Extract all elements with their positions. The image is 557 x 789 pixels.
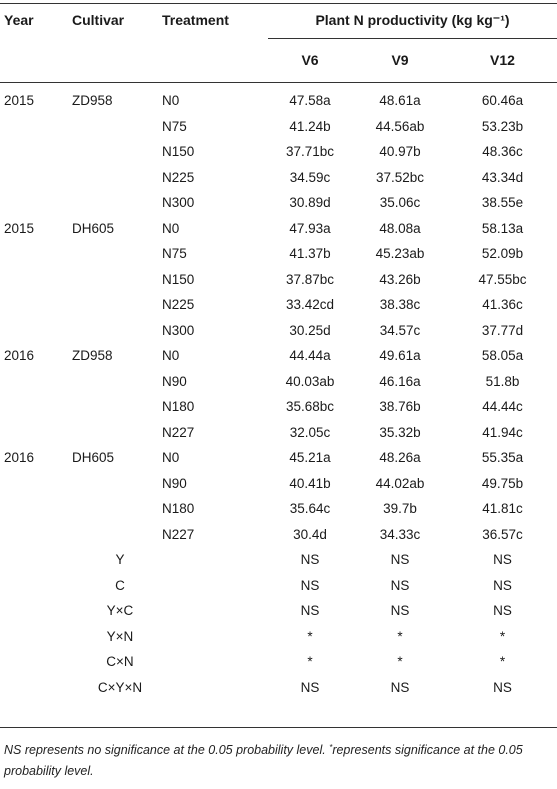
cell-v6: 44.44a [289, 348, 331, 363]
cell-v12: 51.8b [485, 373, 520, 389]
cell-effect: Y [115, 552, 125, 567]
header-v12: V12 [490, 52, 515, 68]
cell-v9: 38.38c [379, 297, 421, 312]
cell-v12: 43.34d [481, 169, 524, 185]
cell-v12: NS [493, 577, 512, 593]
cell-v12: 60.46a [481, 93, 524, 108]
cell-v6: 33.42cd [285, 297, 335, 312]
cell-v9: 34.57c [379, 322, 421, 338]
header-bottom-rule [0, 82, 557, 83]
cell-v9: * [397, 628, 403, 644]
cell-v12: NS [493, 552, 512, 567]
header-v6: V6 [301, 52, 319, 68]
cell-v6: * [307, 654, 313, 669]
cell-treatment: N225 [162, 297, 195, 312]
cell-v9: 37.52bc [375, 169, 425, 185]
cell-v9: 35.32b [379, 424, 421, 440]
table-footnote [4, 737, 554, 782]
cell-effect: C×N [106, 654, 134, 669]
cell-v6: 30.89d [289, 195, 331, 210]
header-year: Year [4, 12, 34, 28]
table-top-rule [0, 3, 557, 4]
cell-cultivar: DH605 [72, 220, 115, 236]
cell-v12: 49.75b [481, 475, 524, 491]
cell-v12: 47.55bc [478, 271, 527, 287]
cell-treatment: N90 [162, 373, 187, 389]
cell-v9: NS [390, 679, 410, 695]
cell-v9: 40.97b [379, 144, 421, 159]
cell-v12: 58.13a [481, 220, 524, 236]
cell-v12: 36.57c [482, 526, 523, 542]
cell-v6: 47.93a [289, 220, 331, 236]
cell-v12: 53.23b [481, 118, 524, 134]
cell-year: 2015 [4, 93, 35, 108]
cell-effect: Y×C [106, 603, 134, 618]
cell-v6: 35.64c [289, 501, 331, 516]
cell-treatment: N180 [162, 501, 195, 516]
cell-year: 2016 [4, 348, 35, 363]
cell-treatment: N227 [162, 424, 195, 440]
cell-v9: 48.61a [379, 93, 421, 108]
cell-v6: NS [300, 603, 320, 618]
cell-treatment: N0 [162, 93, 180, 108]
cell-v6: 41.24b [289, 118, 331, 134]
cell-cultivar: ZD958 [72, 348, 113, 363]
header-sub-rule [268, 38, 557, 39]
cell-treatment: N0 [162, 450, 180, 465]
cell-v6: 34.59c [289, 169, 331, 185]
cell-v12: 44.44c [482, 399, 523, 414]
cell-v12: 58.05a [481, 348, 524, 363]
footnote-text-2: represents significance at the 0.05 probability level. [4, 743, 523, 778]
cell-cultivar: DH605 [72, 450, 115, 465]
cell-treatment: N0 [162, 220, 180, 236]
table-bottom-rule [0, 727, 557, 728]
footnote-text-1: NS represents no significance at the 0.05 probability level. [4, 743, 330, 757]
footnote-marker: * [329, 743, 333, 752]
cell-v12: 41.94c [482, 424, 523, 440]
cell-v9: 43.26b [379, 271, 421, 287]
cell-v6: NS [300, 577, 320, 593]
cell-v6: 45.21a [289, 450, 331, 465]
cell-treatment: N0 [162, 348, 180, 363]
cell-v6: 41.37b [289, 246, 331, 261]
cell-treatment: N75 [162, 118, 187, 134]
cell-v9: NS [390, 552, 410, 567]
cell-treatment: N150 [162, 271, 195, 287]
cell-v9: 49.61a [379, 348, 421, 363]
cell-v9: 46.16a [379, 373, 421, 389]
cell-cultivar: ZD958 [72, 93, 113, 108]
cell-v6: 30.4d [293, 526, 327, 542]
cell-v6: 35.68bc [285, 399, 335, 414]
cell-v12: 41.36c [482, 297, 523, 312]
cell-v12: 38.55e [481, 195, 524, 210]
cell-v6: * [307, 628, 313, 644]
cell-year: 2016 [4, 450, 35, 465]
cell-v6: 40.03ab [285, 373, 335, 389]
cell-v6: 37.71bc [285, 144, 335, 159]
cell-v9: NS [390, 577, 410, 593]
cell-treatment: N180 [162, 399, 195, 414]
cell-v9: 48.08a [379, 220, 421, 236]
cell-v6: 47.58a [289, 93, 331, 108]
cell-v9: 45.23ab [375, 246, 425, 261]
cell-v9: 48.26a [379, 450, 421, 465]
cell-treatment: N300 [162, 195, 195, 210]
cell-v6: 37.87bc [285, 271, 335, 287]
cell-year: 2015 [4, 220, 35, 236]
cell-treatment: N300 [162, 322, 195, 338]
cell-v6: 40.41b [289, 475, 331, 491]
cell-effect: Y×N [106, 628, 134, 644]
cell-treatment: N150 [162, 144, 195, 159]
cell-v12: 55.35a [481, 450, 524, 465]
cell-v9: * [397, 654, 403, 669]
cell-treatment: N75 [162, 246, 187, 261]
cell-v9: 44.02ab [375, 475, 425, 491]
cell-treatment: N225 [162, 169, 195, 185]
cell-v9: NS [390, 603, 410, 618]
cell-effect: C×Y×N [97, 679, 143, 695]
cell-v6: 30.25d [289, 322, 331, 338]
cell-v6: NS [300, 679, 320, 695]
cell-v6: 32.05c [289, 424, 331, 440]
cell-effect: C [115, 577, 125, 593]
cell-v12: 37.77d [481, 322, 524, 338]
header-v9: V9 [391, 52, 409, 68]
cell-v12: NS [493, 603, 512, 618]
cell-treatment: N90 [162, 475, 187, 491]
cell-v9: 34.33c [379, 526, 421, 542]
cell-treatment: N227 [162, 526, 195, 542]
cell-v12: NS [493, 679, 512, 695]
header-group-title: Plant N productivity (kg kg⁻¹) [315, 12, 510, 28]
header-treatment: Treatment [162, 12, 229, 28]
cell-v9: 39.7b [383, 501, 417, 516]
cell-v12: 41.81c [482, 501, 523, 516]
cell-v6: NS [300, 552, 320, 567]
header-cultivar: Cultivar [72, 12, 125, 28]
cell-v9: 35.06c [379, 195, 421, 210]
cell-v12: 52.09b [481, 246, 524, 261]
cell-v12: * [499, 654, 506, 669]
cell-v9: 44.56ab [375, 118, 425, 134]
cell-v12: * [499, 628, 506, 644]
cell-v12: 48.36c [482, 144, 523, 159]
cell-v9: 38.76b [379, 399, 421, 414]
